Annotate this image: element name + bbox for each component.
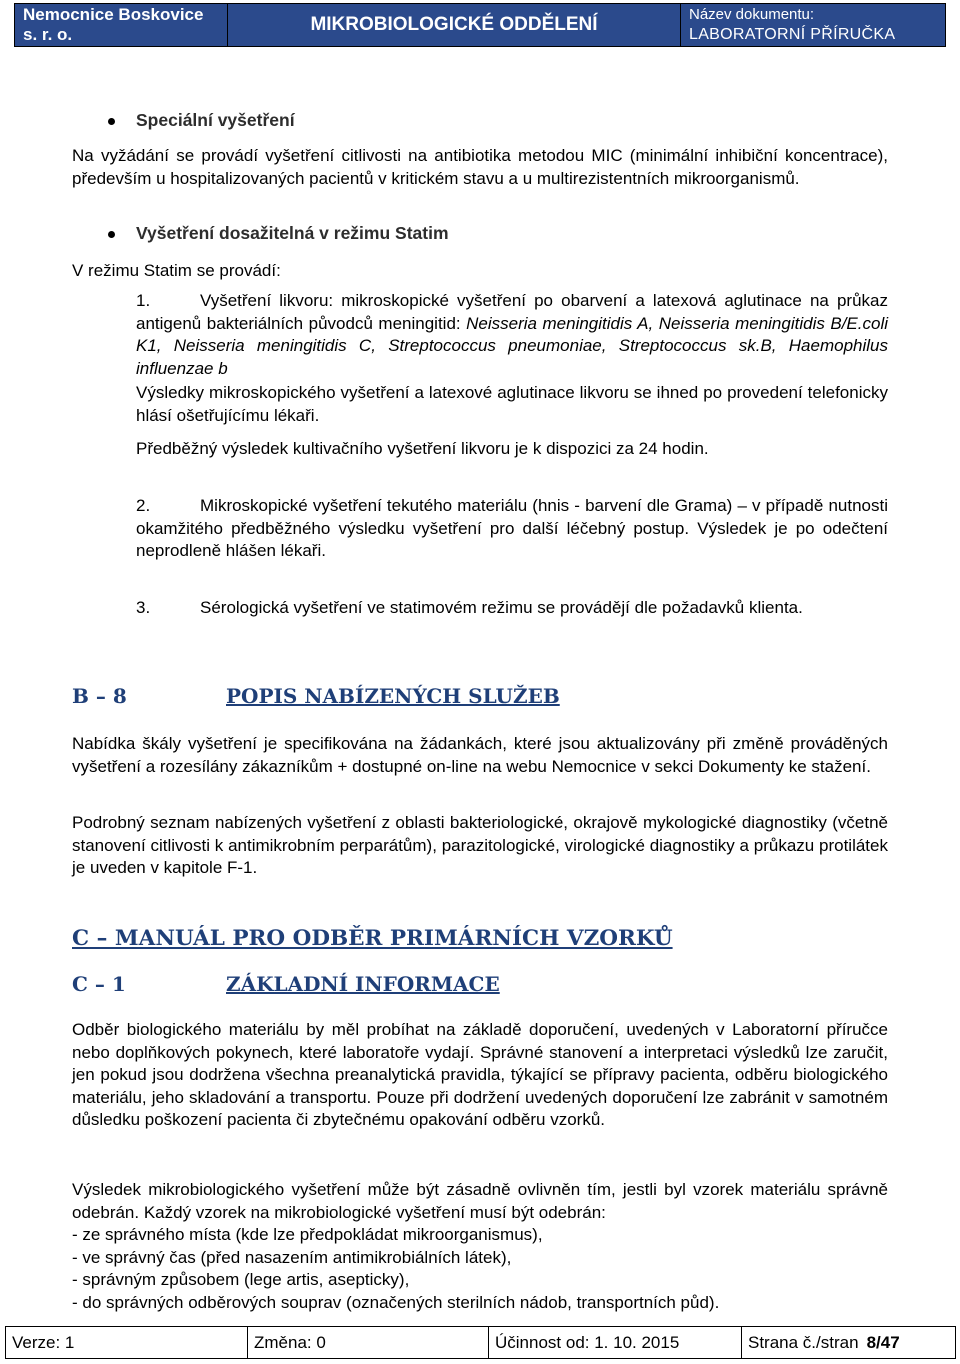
- footer-version: Verze: 1: [6, 1327, 248, 1358]
- hospital-name: Nemocnice Boskovice s. r. o.: [15, 4, 228, 46]
- page-number: 8/47: [866, 1332, 900, 1352]
- special-exams-title: Speciální vyšetření: [136, 110, 295, 130]
- item2-text: Mikroskopické vyšetření tekutého materiálu (hnis - barvení dle Grama) – v případě nutnosti okamžitého předběžného výsledku vyšetření pro další léčebný postup. Výsledek je po odečtení neprodleně hlášen lékaři.: [136, 496, 888, 560]
- section-b8-heading: [72, 684, 560, 708]
- c1-paragraph-1: Odběr biologického materiálu by měl probíhat na základě doporučení, uvedených v Laboratorní příručce nebo doplňkových pokynech, které laboratoře vydají. Správné stanovení a interpretaci výsledků lze zaručit, jen pokud jsou dodržena všechna preanalytická pravidla, týkající se přípravy pacienta, odběru biologického materiálu, jeho skladování a transportu. Pouze při dodržení uvedených doporučení lze zabránit v samotném důsledku poškození pacienta či zbytečnému opakování odběru vzorků.: [72, 1020, 888, 1129]
- b8-paragraph-2: Podrobný seznam nabízených vyšetření z oblasti bakteriologické, okrajově mykologické diagnostiky (včetně stanovení citlivosti k antimikrobním perparátům), parazitologické, virologické diagnostiky a průkazu protilátek je uveden v kapitole F-1.: [72, 813, 888, 877]
- bullet-icon: [108, 231, 115, 238]
- c1-paragraph-2: Výsledek mikrobiologického vyšetření může být zásadně ovlivněn tím, jestli byl vzorek materiálu správně odebrán. Každý vzorek na mikrobiologické vyšetření musí být odebrán:: [72, 1180, 888, 1222]
- item-number: 1.: [136, 291, 151, 310]
- page-footer: [5, 1326, 956, 1359]
- statim-title: Vyšetření dosažitelná v režimu Statim: [136, 223, 449, 243]
- sampling-rules-list: [72, 1224, 719, 1314]
- section-number: B – 8: [72, 684, 127, 708]
- section-number: C – 1: [72, 972, 126, 996]
- document-name-cell: [681, 4, 945, 46]
- page-label: Strana č./stran: [748, 1332, 859, 1352]
- item3-text: Sérologická vyšetření ve statimovém režimu se provádějí dle požadavků klienta.: [200, 598, 803, 617]
- section-title: ZÁKLADNÍ INFORMACE: [226, 972, 500, 996]
- department-name: MIKROBIOLOGICKÉ ODDĚLENÍ: [228, 4, 681, 46]
- document-name-label: Název dokumentu:: [689, 6, 815, 23]
- special-exams-text: Na vyžádání se provádí vyšetření citlivosti na antibiotika metodou MIC (minimální inhibiční koncentrace), především u hospitalizovaných pacientů v kritickém stavu a u multirezistentních mikroorganismů.: [72, 146, 888, 188]
- statim-item-1-culture: Předběžný výsledek kultivačního vyšetření likvoru je k dispozici za 24 hodin.: [136, 439, 709, 458]
- list-item: - správným způsobem (lege artis, asepticky),: [72, 1270, 410, 1289]
- footer-page: [742, 1327, 955, 1358]
- document-name: LABORATORNÍ PŘÍRUČKA: [689, 26, 896, 43]
- statim-intro: V režimu Statim se provádí:: [72, 261, 281, 280]
- list-item: - do správných odběrových souprav (označených sterilních nádob, transportních půd).: [72, 1292, 720, 1312]
- statim-item-1-result: Výsledky mikroskopického vyšetření a latexové aglutinace likvoru se ihned po provedení telefonicky hlásí ošetřujícímu lékaři.: [136, 383, 888, 425]
- item-number: 3.: [136, 598, 151, 617]
- section-c-heading: C – MANUÁL PRO ODBĚR PRIMÁRNÍCH VZORKŮ: [72, 926, 673, 951]
- section-title: POPIS NABÍZENÝCH SLUŽEB: [226, 684, 560, 708]
- list-item: - ze správného místa (kde lze předpokládat mikroorganismus),: [72, 1225, 543, 1244]
- list-item: - ve správný čas (před nasazením antimikrobiálních látek),: [72, 1247, 512, 1267]
- section-c1-heading: [72, 972, 500, 996]
- b8-paragraph-1: Nabídka škály vyšetření je specifikována na žádankách, které jsou aktualizovány při změně prováděných vyšetření a rozesílány zákazníkům + dostupné on-line na webu Nemocnice v sekci Dokumenty ke stažení.: [72, 734, 888, 776]
- statim-item-1: [136, 290, 888, 380]
- statim-item-2: [136, 495, 888, 563]
- bullet-icon: [108, 118, 115, 125]
- item1-text-a: Vyšetření likvoru: mikroskopické vyšetření po obarvení a latexová aglutinace na průkaz antigenů bakteriálních původců meningitid:: [136, 291, 888, 333]
- statim-item-3: [136, 597, 888, 620]
- item-number: 2.: [136, 496, 151, 515]
- page-header: [14, 3, 946, 47]
- footer-effective: Účinnost od: 1. 10. 2015: [489, 1327, 742, 1358]
- item1-organisms: Neisseria meningitidis A, Neisseria meningitidis B/E.coli K1, Neisseria meningitidis C, Streptococcus pneumoniae, Streptococcus sk.B, Haemophilus influenzae b: [136, 313, 888, 378]
- footer-change: Změna: 0: [248, 1327, 489, 1358]
